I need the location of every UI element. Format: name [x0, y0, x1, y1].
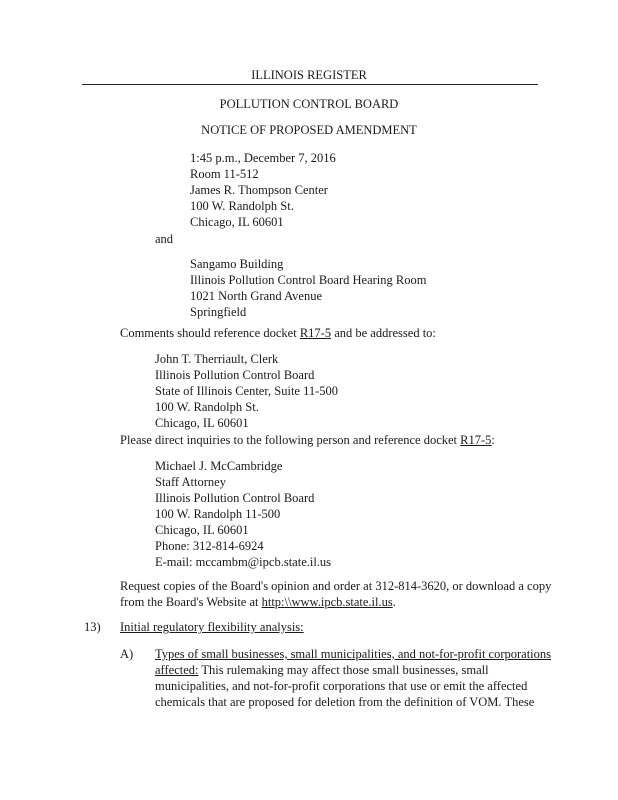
request-line: Request copies of the Board's opinion and order at 312-814-3620, or download a copy [120, 579, 552, 593]
section-heading: Initial regulatory flexibility analysis: [120, 620, 304, 634]
address-line: Chicago, IL 60601 [155, 416, 249, 430]
address-line: 100 W. Randolph St. [155, 400, 259, 414]
comments-paragraph: Comments should reference docket R17-5 and be addressed to: [120, 326, 436, 340]
and-connector: and [155, 232, 174, 246]
email-address: E-mail: mccambm@ipcb.state.il.us [155, 555, 332, 569]
phone-number: Phone: 312-814-6924 [155, 539, 264, 553]
address-line: 1021 North Grand Avenue [190, 289, 323, 303]
address-line: Room 11-512 [190, 167, 259, 181]
item-label: A) [120, 647, 134, 661]
register-title: ILLINOIS REGISTER [251, 68, 367, 82]
address-line: Springfield [190, 305, 247, 319]
clerk-address [155, 351, 338, 431]
website-link[interactable]: http:\\www.ipcb.state.il.us [261, 595, 393, 609]
address-line: 100 W. Randolph St. [190, 199, 294, 213]
item-heading: affected: [155, 663, 199, 677]
item-line: chemicals that are proposed for deletion from the definition of VOM. These [155, 695, 535, 709]
item-line: affected: This rulemaking may affect those small businesses, small [155, 663, 489, 677]
request-paragraph [120, 578, 551, 610]
address-line: 1:45 p.m., December 7, 2016 [190, 151, 336, 165]
address-line: Staff Attorney [155, 475, 226, 489]
address-line: Illinois Pollution Control Board [155, 368, 315, 382]
address-line: State of Illinois Center, Suite 11-500 [155, 384, 339, 398]
address-line: 100 W. Randolph 11-500 [155, 507, 281, 521]
address-line: Illinois Pollution Control Board Hearing Room [190, 273, 427, 287]
hearing-location-1 [190, 150, 336, 230]
address-line: James R. Thompson Center [190, 183, 328, 197]
contact-info [155, 538, 331, 570]
address-line: Chicago, IL 60601 [155, 523, 249, 537]
header-rule [82, 84, 538, 85]
address-line: John T. Therriault, Clerk [155, 352, 279, 366]
inquiries-paragraph: Please direct inquiries to the following person and reference docket R17-5: [120, 433, 495, 447]
item-heading: Types of small businesses, small municipalities, and not-for-profit corporations [155, 647, 552, 661]
notice-title: NOTICE OF PROPOSED AMENDMENT [201, 123, 417, 137]
item-a-paragraph [155, 646, 551, 710]
docket-number: R17-5 [460, 433, 492, 447]
docket-number: R17-5 [299, 326, 332, 340]
address-line: Sangamo Building [190, 257, 284, 271]
item-line: municipalities, and not-for-profit corporations that use or emit the affected [155, 679, 528, 693]
contact-address [155, 458, 314, 538]
section-number: 13) [84, 620, 101, 634]
hearing-location-2 [190, 256, 426, 320]
address-line: Michael J. McCambridge [155, 459, 283, 473]
agency-name: POLLUTION CONTROL BOARD [219, 97, 399, 111]
address-line: Illinois Pollution Control Board [155, 491, 315, 505]
address-line: Chicago, IL 60601 [190, 215, 284, 229]
request-line: from the Board's Website at http:\\www.ipcb.state.il.us. [120, 595, 396, 609]
